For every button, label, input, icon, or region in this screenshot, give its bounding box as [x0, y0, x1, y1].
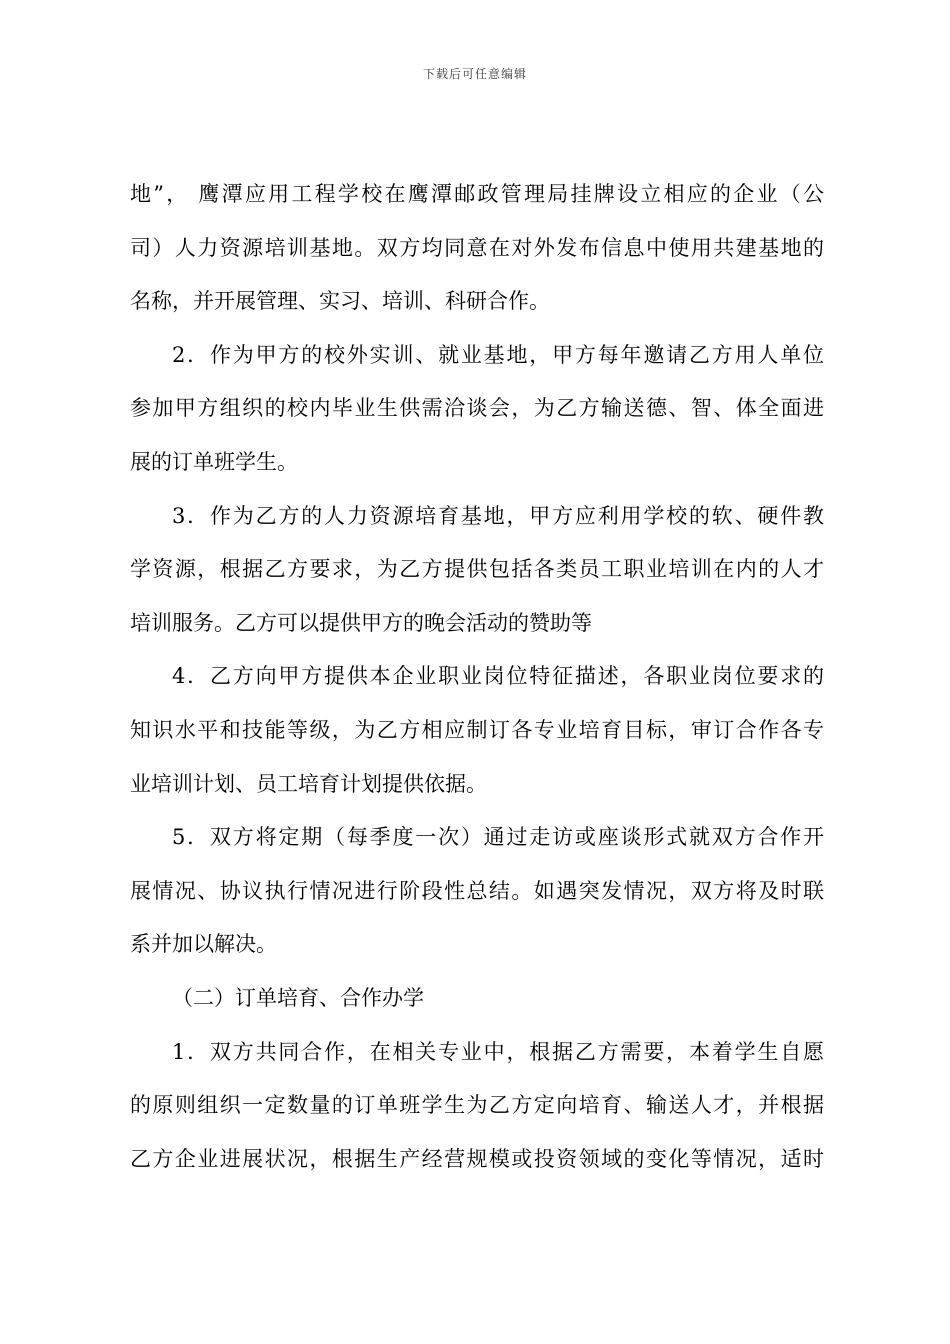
text-line: 5．双方将定期（每季度一次）通过走访或座谈形式就双方合作开 [172, 825, 824, 850]
text-line: 的原则组织一定数量的订单班学生为乙方定向培育、输送人才，并根据 [130, 1093, 824, 1118]
text-line: 3．作为乙方的人力资源培育基地，甲方应利用学校的软、硬件教 [172, 503, 824, 528]
text-line: 4．乙方向甲方提供本企业职业岗位特征描述，各职业岗位要求的 [172, 664, 824, 689]
page-header: 下载后可任意编辑 [422, 67, 527, 81]
text-line: 展情况、协议执行情况进行阶段性总结。如遇突发情况，双方将及时联 [130, 878, 824, 903]
text-line: 2．作为甲方的校外实训、就业基地，甲方每年邀请乙方用人单位 [172, 342, 824, 367]
text-line: 展的订单班学生。 [130, 449, 298, 474]
text-line: 学资源，根据乙方要求，为乙方提供包括各类员工职业培训在内的人才 [130, 557, 824, 582]
text-line: 司）人力资源培训基地。双方均同意在对外发布信息中使用共建基地的 [130, 235, 824, 260]
text-line: 培训服务。乙方可以提供甲方的晚会活动的赞助等 [130, 610, 592, 635]
text-line: 知识水平和技能等级，为乙方相应制订各专业培育目标，审订合作各专 [130, 717, 824, 742]
text-line: 1．双方共同合作，在相关专业中，根据乙方需要，本着学生自愿 [172, 1039, 824, 1064]
text-line: 乙方企业进展状况，根据生产经营规模或投资领域的变化等情况，适时 [130, 1146, 824, 1171]
text-line: 系并加以解决。 [130, 932, 277, 957]
text-line: 地”， 鹰潭应用工程学校在鹰潭邮政管理局挂牌设立相应的企业（公 [130, 182, 824, 206]
document-body [130, 176, 824, 1194]
text-line: 业培训计划、员工培育计划提供依据。 [130, 771, 487, 796]
text-line: 参加甲方组织的校内毕业生供需洽谈会，为乙方输送德、智、体全面进 [130, 396, 824, 421]
text-line: 名称，并开展管理、实习、培训、科研合作。 [130, 289, 550, 314]
text-line: （二）订单培育、合作办学 [172, 985, 424, 1010]
